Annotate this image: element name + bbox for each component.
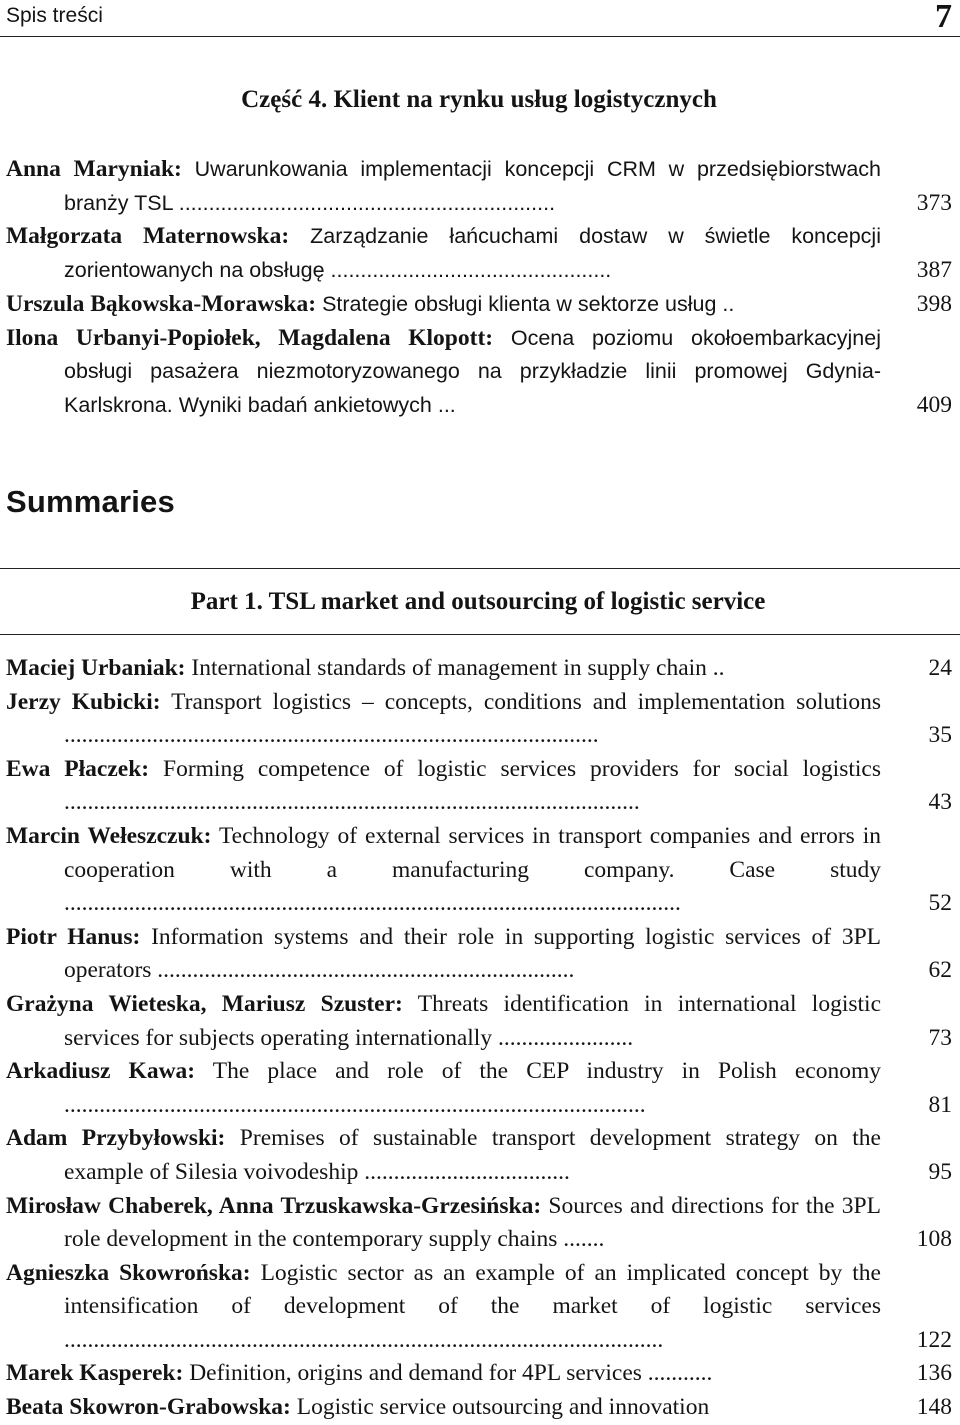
toc-entry-text: [6, 652, 881, 686]
toc-entry-title: Definition, origins and demand for 4PL services ...........: [183, 1360, 713, 1387]
toc-entry-title: Premises of sustainable transport development strategy on the example of Silesia voivodeship ...................................: [64, 1125, 881, 1185]
toc-entry-page: 398: [916, 290, 952, 317]
toc-entry[interactable]: [0, 322, 960, 423]
toc-entry-author: Adam Przybyłowski:: [6, 1125, 226, 1152]
toc-entry[interactable]: [0, 652, 960, 686]
toc-entry[interactable]: [0, 153, 960, 220]
toc-entry[interactable]: [0, 288, 960, 322]
toc-entry-author: Mirosław Chaberek, Anna Trzuskawska-Grzesińska:: [6, 1192, 542, 1219]
toc-entry-title: Logistic sector as an example of an implicated concept by the intensification of development of the market of logistic services ......................................................................................................: [64, 1259, 881, 1353]
divider: [0, 634, 960, 635]
toc-entry-author: Małgorzata Maternowska:: [6, 223, 290, 250]
page-number: 7: [935, 0, 952, 35]
toc-entry[interactable]: [0, 988, 960, 1055]
toc-entry-page: 108: [916, 1226, 952, 1253]
toc-entry-text: [6, 1357, 881, 1391]
toc-entry-text: [6, 1257, 881, 1358]
toc-entry-page: 409: [916, 391, 952, 418]
toc-entry-page: 81: [928, 1091, 952, 1118]
toc-entry-text: [6, 820, 881, 921]
toc-entry-author: Piotr Hanus:: [6, 923, 141, 950]
toc-entry-title: International standards of management in supply chain ..: [185, 655, 725, 681]
toc-entry-page: 73: [928, 1024, 952, 1051]
toc-entry-text: [6, 1122, 881, 1189]
toc-entry-page: 43: [928, 789, 952, 816]
toc-entry-text: [6, 288, 881, 322]
toc-entry-page: 122: [916, 1326, 952, 1353]
toc-entry-page: 95: [928, 1158, 952, 1185]
toc-entry[interactable]: [0, 1257, 960, 1358]
toc-entry-page: 373: [916, 189, 952, 216]
toc-entry-author: Marek Kasperek:: [6, 1360, 184, 1387]
toc-entry-author: Arkadiusz Kawa:: [6, 1058, 196, 1085]
toc-entry[interactable]: [0, 1122, 960, 1189]
toc-entry-text: [6, 1190, 881, 1257]
toc-entry-title: Zarządzanie łańcuchami dostaw w świetle koncepcji zorientowanych na obsługę ...............................................: [64, 224, 881, 283]
running-head: [0, 0, 960, 37]
toc-entry-title: Threats identification in international logistic services for subjects operating internationally .......................: [64, 990, 881, 1051]
toc-entry[interactable]: [0, 1357, 960, 1391]
toc-entry-title: Strategie obsługi klienta w sektorze usług ..: [316, 291, 735, 316]
toc-entry-title: Sources and directions for the 3PL role development in the contemporary supply chains .......: [64, 1192, 881, 1253]
toc-entry-author: Jerzy Kubicki:: [6, 688, 161, 715]
summaries-heading: Summaries: [6, 484, 175, 519]
toc-entry-title: Forming competence of logistic services providers for social logistics ..................................................................................................: [64, 755, 881, 816]
toc-entry-author: Maciej Urbaniak:: [6, 655, 186, 681]
toc-entry-author: Anna Maryniak:: [6, 156, 182, 182]
toc-entry[interactable]: [0, 820, 960, 921]
toc-entry-author: Marcin Wełeszczuk:: [6, 822, 212, 849]
toc-entry[interactable]: [0, 686, 960, 753]
toc-entry-title: Logistic service outsourcing and innovation: [290, 1394, 710, 1421]
toc-entry[interactable]: [0, 220, 960, 287]
toc-entry[interactable]: [0, 1190, 960, 1257]
toc-entry-title: Ocena poziomu okołoembarkacyjnej obsługi pasażera niezmotoryzowanego na przykładzie linii promowej Gdynia-Karlskrona. Wyniki badań ankietowych ...: [64, 325, 881, 417]
toc-entry-author: Beata Skowron-Grabowska:: [6, 1394, 291, 1421]
toc-entry-author: Agnieszka Skowrońska:: [6, 1259, 251, 1286]
toc-entry-author: Ewa Płaczek:: [6, 755, 150, 782]
toc-entry-text: [6, 1055, 881, 1122]
toc-entry-title: Information systems and their role in supporting logistic services of 3PL operators .......................................................................: [64, 923, 881, 984]
toc-entry-page: 136: [916, 1360, 952, 1387]
toc-entry-text: [6, 921, 881, 988]
part-4-title: Część 4. Klient na rynku usług logistycznych: [241, 86, 717, 113]
divider: [0, 568, 960, 569]
toc-entry-page: 148: [916, 1394, 952, 1421]
toc-entry-author: Grażyna Wieteska, Mariusz Szuster:: [6, 990, 403, 1017]
toc-entry-text: [6, 153, 882, 220]
toc-entry-text: [6, 686, 881, 753]
toc-entry-title: Transport logistics – concepts, conditions and implementation solutions ...........................................................................................: [64, 688, 881, 749]
toc-entry[interactable]: [0, 753, 960, 820]
toc-entry-text: [6, 322, 881, 423]
toc-entry-page: 387: [916, 257, 952, 284]
toc-entry[interactable]: [0, 1055, 960, 1122]
running-head-title: Spis treści: [6, 4, 103, 27]
toc-entry-text: [6, 988, 881, 1055]
toc-entry-title: Uwarunkowania implementacji koncepcji CRM w przedsiębiorstwach branży TSL ...............................................................: [64, 157, 882, 215]
toc-entry-author: Urszula Bąkowska-Morawska:: [6, 290, 317, 317]
part-4-toc: [0, 153, 960, 423]
toc-entry-page: 62: [928, 957, 952, 984]
toc-entry-text: [6, 753, 881, 820]
toc-entry[interactable]: [0, 921, 960, 988]
toc-entry-page: 24: [928, 655, 952, 681]
toc-entry-page: 35: [928, 722, 952, 749]
toc-entry-title: Technology of external services in transport companies and errors in cooperation with a manufacturing company. Case study .........................................................................................................: [64, 822, 881, 917]
toc-entry-page: 52: [928, 890, 952, 917]
toc-entry[interactable]: [0, 1391, 960, 1425]
part-1-title: Part 1. TSL market and outsourcing of logistic service: [190, 588, 766, 615]
toc-entry-author: Ilona Urbanyi-Popiołek, Magdalena Klopott:: [6, 324, 494, 351]
toc-entry-text: [6, 1391, 881, 1425]
toc-entry-title: The place and role of the CEP industry in Polish economy ...................................................................................................: [64, 1058, 881, 1118]
part-1-toc: [0, 652, 960, 1425]
toc-entry-text: [6, 220, 881, 287]
